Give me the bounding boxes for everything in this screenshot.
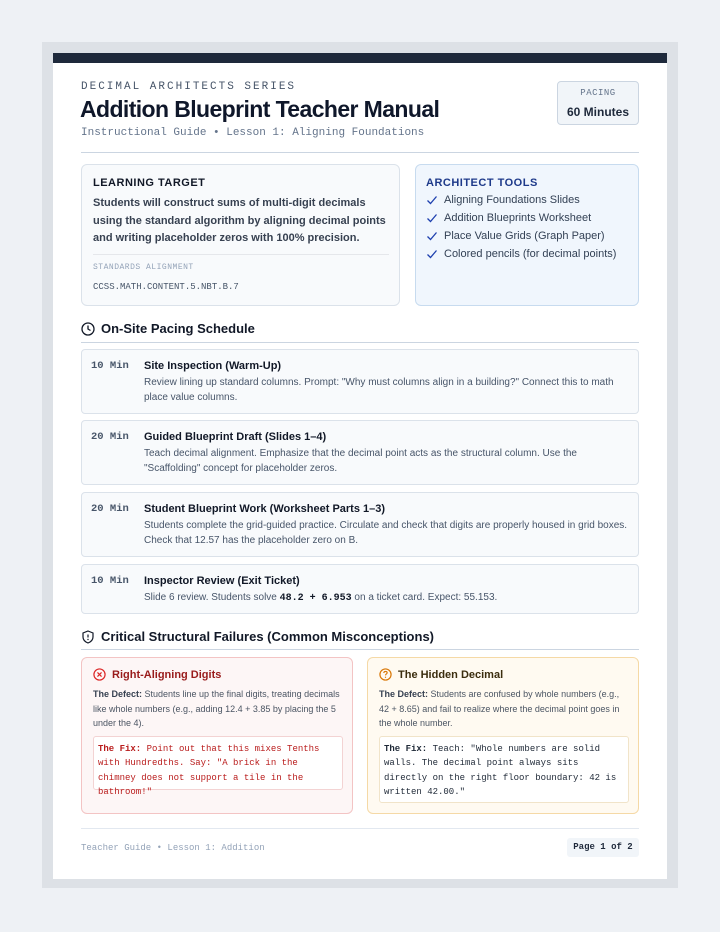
check-icon [426,212,438,224]
schedule-item [81,492,639,557]
pacing-badge [557,81,639,125]
check-icon [426,248,438,260]
misconception-title-text: Right-Aligning Digits [112,668,222,681]
tool-item [426,246,616,262]
standards-label: STANDARDS ALIGNMENT [93,263,194,272]
question-circle-icon [379,668,392,681]
tool-item [426,192,580,208]
learning-target-card [81,164,400,306]
fix-body: Point out that this mixes Tenths with Hundredths. Say: "A brick in the chimney does not support a tile in the bathroom!" [98,744,320,797]
schedule-duration: 10 Min [91,575,129,587]
fix-box [93,736,343,797]
schedule-heading [81,321,255,336]
defect-text [379,687,631,731]
tool-label: Place Value Grids (Graph Paper) [444,230,605,242]
schedule-duration: 20 Min [91,503,129,515]
fix-body: Teach: "Whole numbers are solid walls. The decimal point always sits directly on the right floor boundary: 42 is written 42.00." [384,744,617,797]
series-label: DECIMAL ARCHITECTS SERIES [81,81,297,93]
desc-text: Slide 6 review. Students solve [144,592,280,603]
header-divider [81,152,639,153]
pacing-label: PACING [580,88,616,98]
section-divider [81,649,639,650]
schedule-desc: Students complete the grid-guided practice. Circulate and check that digits are properly housed in grid boxes. Check that 12.57 has the placeholder zero on B. [144,520,628,546]
divider [93,254,389,255]
schedule-title: Student Blueprint Work (Worksheet Parts 1–3) [144,503,386,515]
pacing-value: 60 Minutes [566,105,629,119]
schedule-duration: 10 Min [91,360,129,372]
page-number: Page 1 of 2 [567,838,639,857]
schedule-heading-text: On-Site Pacing Schedule [101,321,255,336]
document-page [53,53,667,879]
schedule-title: Site Inspection (Warm-Up) [144,360,282,372]
schedule-item [81,420,639,485]
schedule-desc: Teach decimal alignment. Emphasize that the decimal point acts as the structural column. Use the "Scaffolding" concept for placeholder zeros. [144,448,577,474]
tool-label: Aligning Foundations Slides [444,194,580,206]
header-bar [53,53,667,63]
misconception-title [93,668,221,681]
misconception-title [379,668,503,681]
check-icon [426,194,438,206]
learning-target-body: Students will construct sums of multi-digit decimals using the standard algorithm by aligning decimal points and writing placeholder zeros with 100% precision. [93,197,386,244]
schedule-duration: 20 Min [91,431,129,443]
schedule-item [81,564,639,614]
footer-divider [81,828,639,829]
check-icon [426,230,438,242]
misconception-card [367,657,639,814]
defect-label: The Defect: [379,689,429,699]
standards-code: CCSS.MATH.CONTENT.5.NBT.B.7 [93,282,239,292]
architect-tools-card [415,164,639,306]
fix-label: The Fix: [98,744,142,754]
shield-alert-icon [81,630,95,644]
misconceptions-heading [81,629,434,644]
schedule-title: Guided Blueprint Draft (Slides 1–4) [144,431,327,443]
architect-tools-heading: ARCHITECT TOOLS [426,177,538,189]
defect-text [93,687,345,731]
defect-body: Students are confused by whole numbers (e.g., 42 + 8.65) and fail to realize where the decimal point goes in the whole number. [379,689,620,728]
misconception-title-text: The Hidden Decimal [398,668,504,681]
schedule-item [81,349,639,414]
x-circle-icon [93,668,106,681]
page-subtitle: Instructional Guide • Lesson 1: Aligning Foundations [81,127,425,139]
learning-target-heading: LEARNING TARGET [93,177,206,189]
misconception-card [81,657,353,814]
defect-body: Students line up the final digits, treating decimals like whole numbers (e.g., adding 12.4 + 3.85 by placing the 5 under the 4). [93,689,340,728]
defect-label: The Defect: [93,689,143,699]
tool-item [426,210,591,226]
schedule-title: Inspector Review (Exit Ticket) [144,575,300,587]
schedule-desc: Review lining up standard columns. Prompt: "Why must columns align in a building?" Connect this to math place value columns. [144,377,614,403]
tool-label: Colored pencils (for decimal points) [444,248,617,260]
tool-label: Addition Blueprints Worksheet [444,212,592,224]
schedule-desc [144,590,634,606]
fix-box [379,736,629,803]
section-divider [81,342,639,343]
tool-item [426,228,605,244]
footer-label: Teacher Guide • Lesson 1: Addition [81,843,265,853]
desc-text: on a ticket card. Expect: 55.153. [351,592,498,603]
clock-icon [81,322,95,336]
page-title: Addition Blueprint Teacher Manual [80,96,440,122]
fix-label: The Fix: [384,744,428,754]
misconceptions-heading-text: Critical Structural Failures (Common Misconceptions) [101,629,434,644]
exit-ticket-problem: 48.2 + 6.953 [279,593,352,604]
